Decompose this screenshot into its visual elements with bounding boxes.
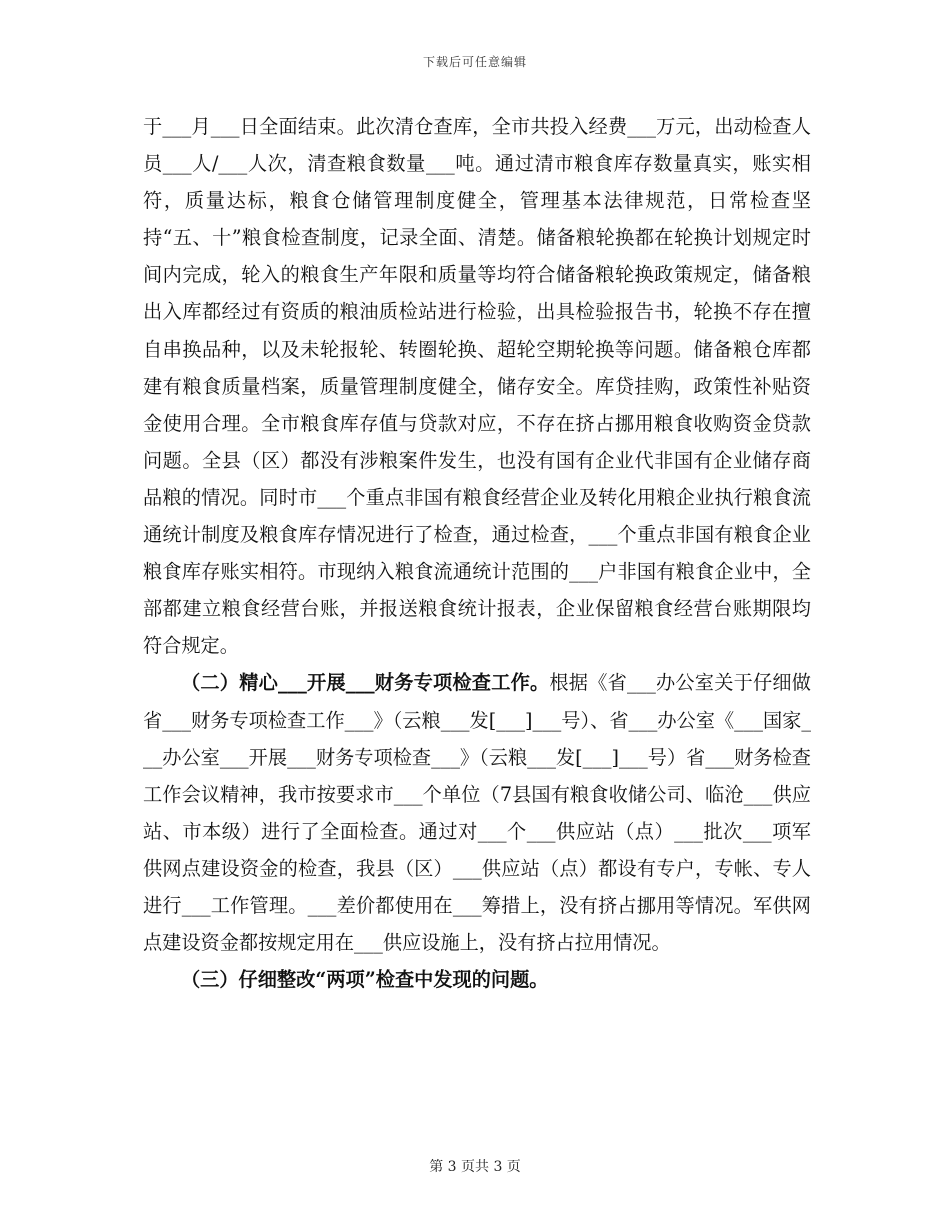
section-3-heading: （三）仔细整改“两项”检查中发现的问题。 xyxy=(181,968,549,992)
paragraph-1: 于___月___日全面结束。此次清仓查库，全市共投入经费___万元，出动检查人员___人/___人次，清查粮食数量___吨。通过清市粮食库存数量真实，账实相符，质量达标，粮食仓储管理制度健全，管理基本法律规范，日常检查坚持“五、十”粮食检查制度，记录全面、清楚。储备粮轮换都在轮换计划规定时间内完成，轮入的粮食生产年限和质量等均符合储备粮轮换政策规定，储备粮出入库都经过有资质的粮油质检站进行检验，出具检验报告书，轮换不存在擅自串换品种，以及未轮报轮、转圈轮换、超轮空期轮换等问题。储备粮仓库都建有粮食质量档案，质量管理制度健全，储存安全。库贷挂购，政策性补贴资金使用合理。全市粮食库存值与贷款对应，不存在挤占挪用粮食收购资金贷款问题。全县（区）都没有涉粮案件发生，也没有国有企业代非国有企业储存商品粮的情况。同时市___个重点非国有粮食经营企业及转化用粮企业执行粮食流通统计制度及粮食库存情况进行了检查，通过检查，___个重点非国有粮食企业粮食库存账实相符。市现纳入粮食流通统计范围的___户非国有粮食企业中，全部都建立粮食经营台账，并报送粮食统计报表，企业保留粮食经营台账期限均符合规定。 xyxy=(143,115,811,658)
section-2-heading: （二）精心___开展___财务专项检查工作。 xyxy=(181,671,550,695)
document-body xyxy=(143,108,811,998)
header-note: 下载后可任意编辑 xyxy=(422,55,527,69)
section-2-body: 根据《省___办公室关于仔细做省___财务专项检查工作___》（云粮___发[___]___号）、省___办公室《___国家___办公室___开展___财务专项检查___》（云粮___发[___]___号）省___财务检查工作会议精神，我市按要求市___个单位（7县国有粮食收储公司、临沧___供应站、市本级）进行了全面检查。通过对___个___供应站（点）___批次___项军供网点建设资金的检查，我县（区）___供应站（点）都设有专户，专帐、专人进行___工作管理。___差价都使用在___筹措上，没有挤占挪用等情况。军供网点建设资金都按规定用在___供应设施上，没有挤占拉用情况。 xyxy=(143,671,811,955)
paragraph-2 xyxy=(143,664,811,961)
page-number: 第 3 页共 3 页 xyxy=(429,1159,521,1175)
